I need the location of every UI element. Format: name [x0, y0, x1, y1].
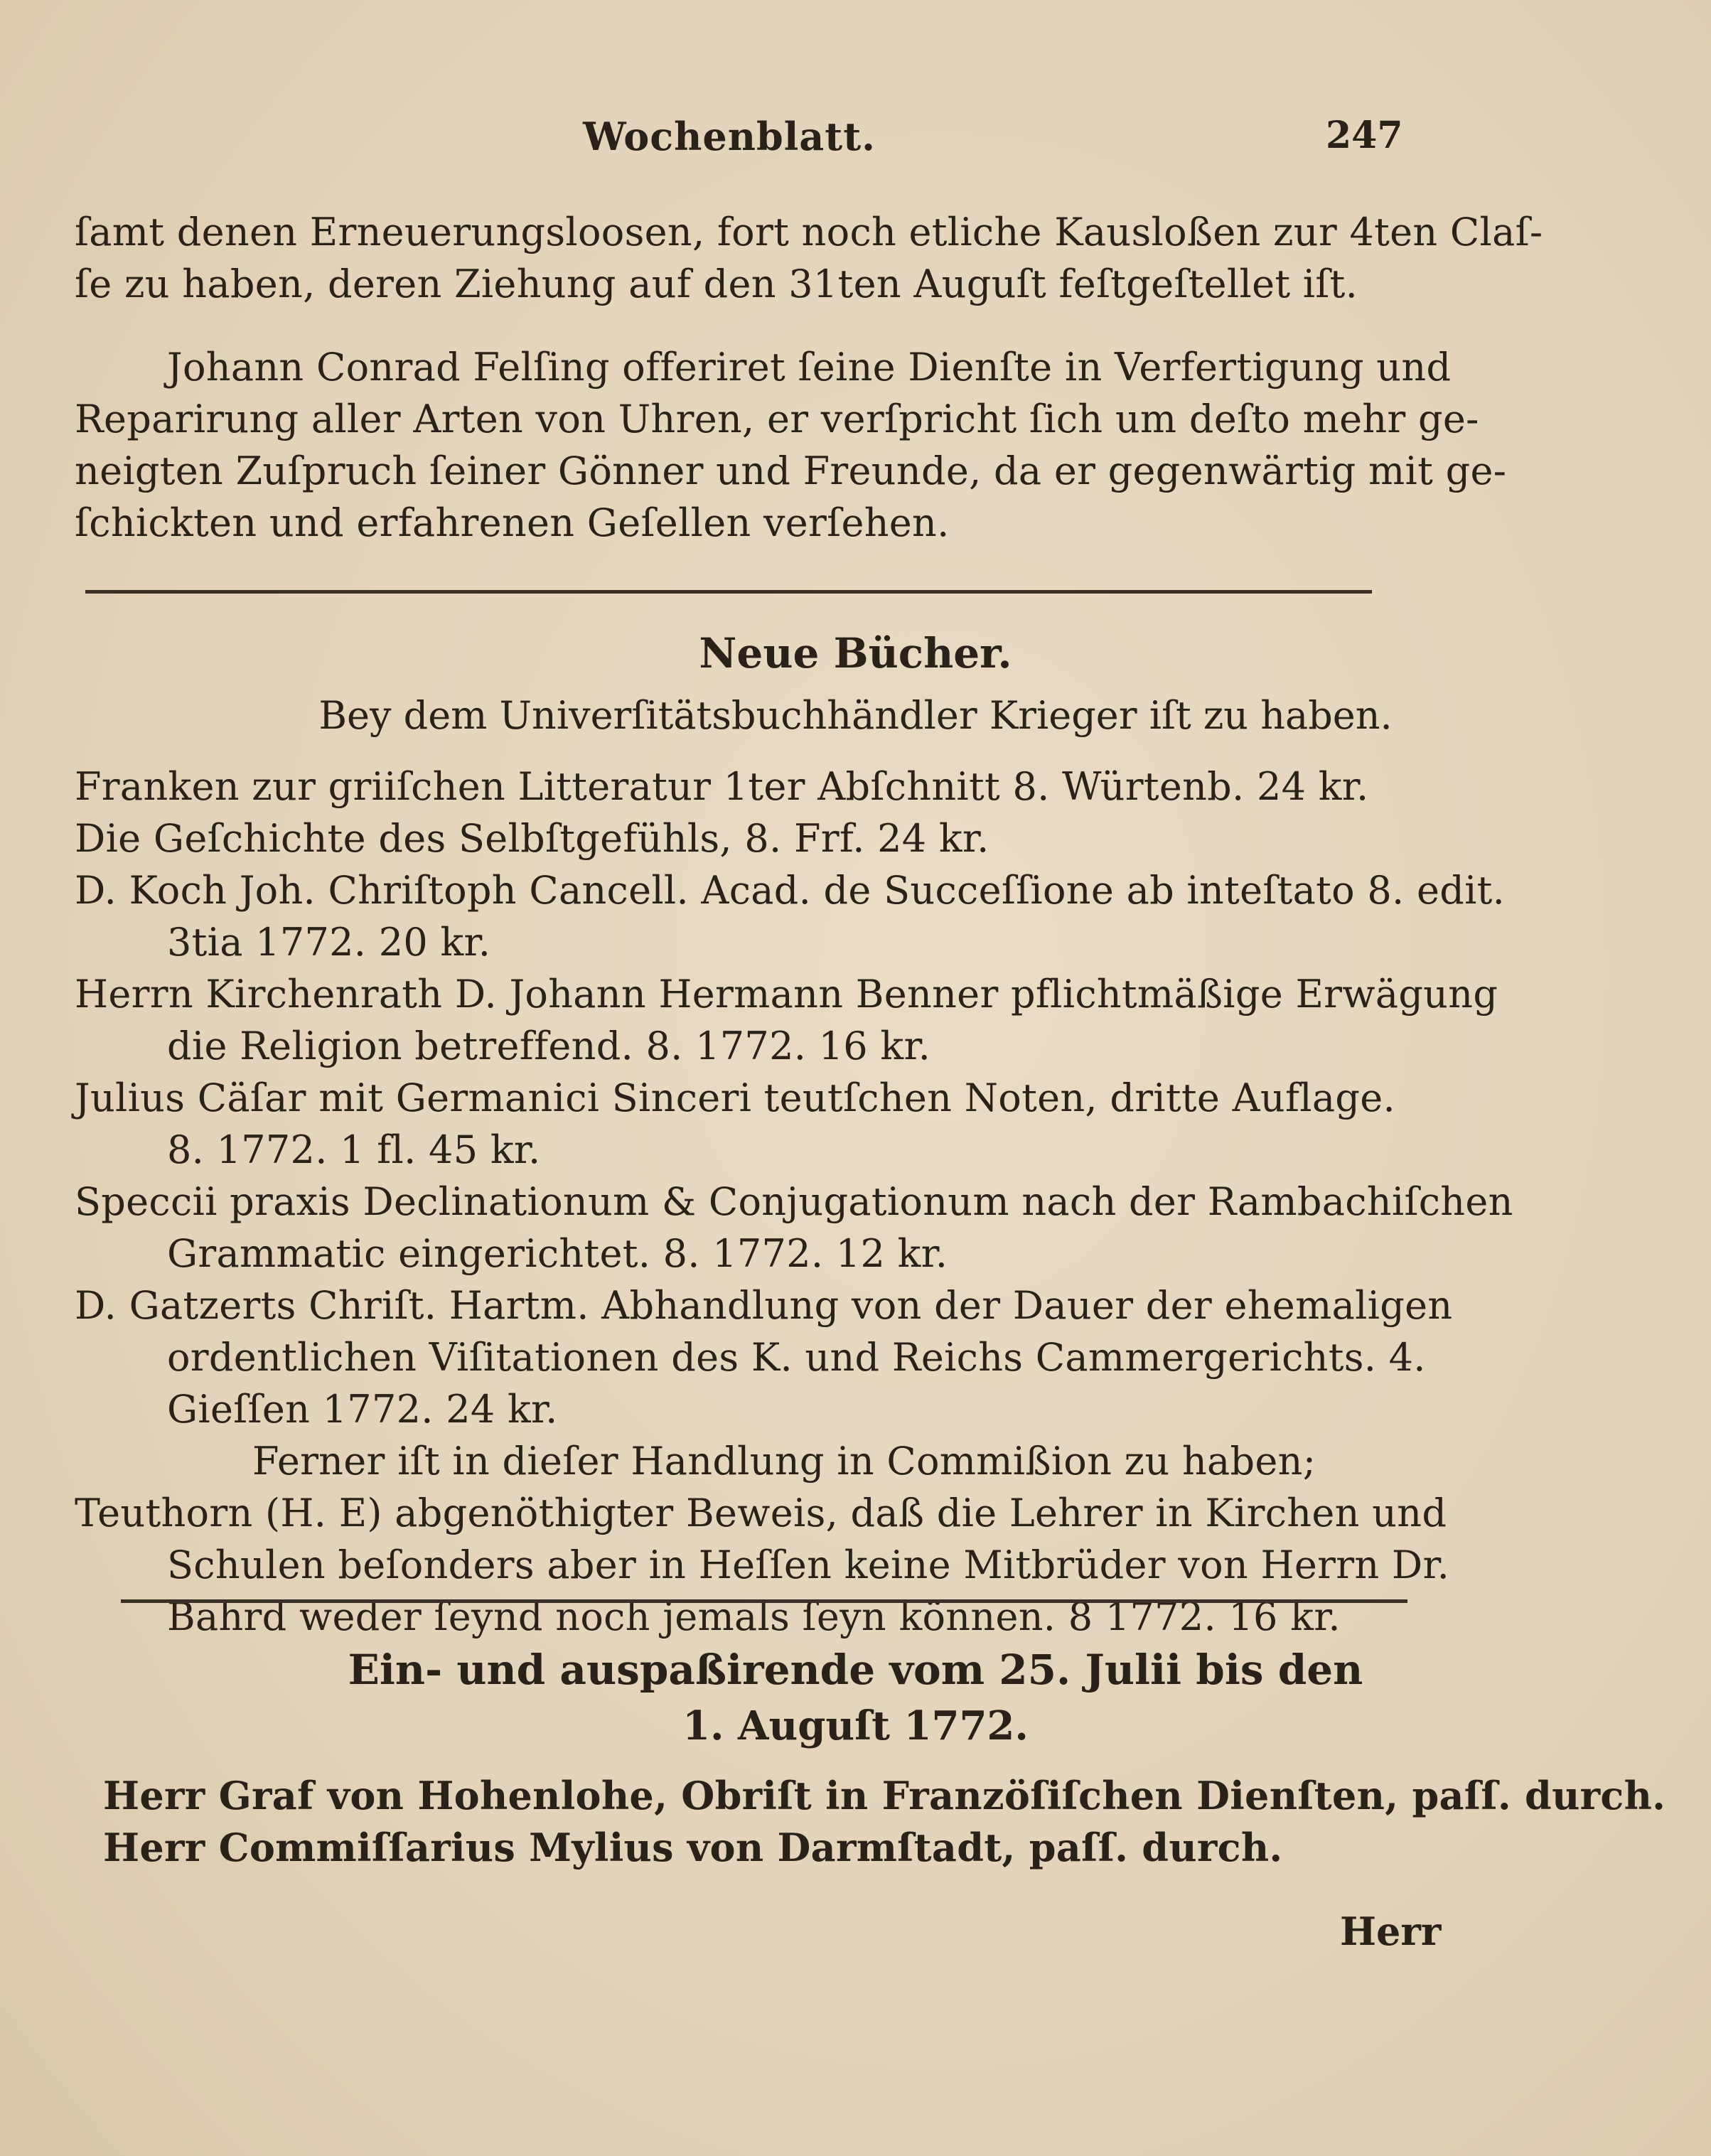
- book-entry-line: Julius Cäſar mit Germanici Sinceri teutſchen Noten, dritte Auflage.: [75, 1076, 1395, 1120]
- book-entry-line: die Religion betreffend. 8. 1772. 16 kr.: [167, 1024, 931, 1068]
- traveler-list: [103, 1770, 1666, 1874]
- book-entry-line: Bahrd weder ſeynd noch jemals ſeyn können. 8 1772. 16 kr.: [167, 1594, 1341, 1639]
- book-entry-line: Speccii praxis Declinationum & Conjugationum nach der Rambachiſchen: [75, 1179, 1513, 1224]
- book-list: [75, 761, 1513, 1643]
- book-entry-line: 3tia 1772. 20 kr.: [167, 920, 491, 965]
- notice-paragraph: [75, 341, 1507, 549]
- list-item: Herr Commiſſarius Mylius von Darmſtadt, paſſ. durch.: [103, 1825, 1283, 1870]
- text-line: neigten Zuſpruch ſeiner Gönner und Freunde, da er gegenwärtig mit ge-: [75, 449, 1507, 493]
- text-line: ſe zu haben, deren Ziehung auf den 31ten Auguſt feſtgeſtellet iſt.: [75, 262, 1358, 306]
- book-entry-line: Die Geſchichte des Selbſtgefühls, 8. Frf. 24 kr.: [75, 816, 989, 861]
- catchword: Herr: [1340, 1909, 1442, 1954]
- list-item: Herr Graf von Hohenlohe, Obriſt in Franzöſiſchen Dienſten, paſſ. durch.: [103, 1773, 1666, 1818]
- text-line: Reparirung aller Arten von Uhren, er verſpricht ſich um deſto mehr ge-: [75, 397, 1479, 441]
- book-entry-line: Herrn Kirchenrath D. Johann Hermann Benner pflichtmäßige Erwägung: [75, 972, 1498, 1017]
- section-divider: [121, 1599, 1407, 1603]
- book-entry-line: 8. 1772. 1 fl. 45 kr.: [167, 1127, 541, 1172]
- book-entry-line: Schulen beſonders aber in Heſſen keine Mitbrüder von Herrn Dr.: [167, 1543, 1450, 1587]
- text-line: ſamt denen Erneuerungsloosen, fort noch etliche Kausloßen zur 4ten Claſ-: [75, 210, 1543, 254]
- intro-paragraph: [75, 206, 1543, 310]
- book-entry-line: Gieſſen 1772. 24 kr.: [167, 1387, 558, 1432]
- text-line: Johann Conrad Felſing offeriret ſeine Dienſte in Verfertigung und: [167, 345, 1452, 390]
- book-entry-line: Grammatic eingerichtet. 8. 1772. 12 kr.: [167, 1231, 948, 1276]
- text-line: ſchickten und erfahrenen Geſellen verſehen.: [75, 500, 950, 545]
- book-entry-line: Teuthorn (H. E) abgenöthigter Beweis, daß die Lehrer in Kirchen und: [75, 1491, 1447, 1535]
- book-entry-line: D. Koch Joh. Chriſtoph Cancell. Acad. de Succeſſione ab inteſtato 8. edit.: [75, 868, 1506, 913]
- section-heading: Ein- und auspaßirende vom 25. Julii bis den: [348, 1646, 1363, 1694]
- book-entry-line: ordentlichen Viſitationen des K. und Reichs Cammergerichts. 4.: [167, 1335, 1426, 1380]
- running-title: Wochenblatt.: [583, 114, 876, 159]
- book-entry-line: Franken zur griiſchen Litteratur 1ter Abſchnitt 8. Würtenb. 24 kr.: [75, 764, 1369, 809]
- book-entry-line: D. Gatzerts Chriſt. Hartm. Abhandlung von der Dauer der ehemaligen: [75, 1283, 1453, 1328]
- section-divider: [85, 590, 1372, 594]
- section-heading: 1. Auguſt 1772.: [682, 1702, 1029, 1749]
- page-number: 247: [1326, 114, 1403, 157]
- section-subheading: Bey dem Univerſitätsbuchhändler Krieger iſt zu haben.: [318, 693, 1393, 738]
- section-heading: Neue Bücher.: [699, 629, 1012, 677]
- book-entry-line: Ferner iſt in dieſer Handlung in Commißion zu haben;: [252, 1439, 1316, 1484]
